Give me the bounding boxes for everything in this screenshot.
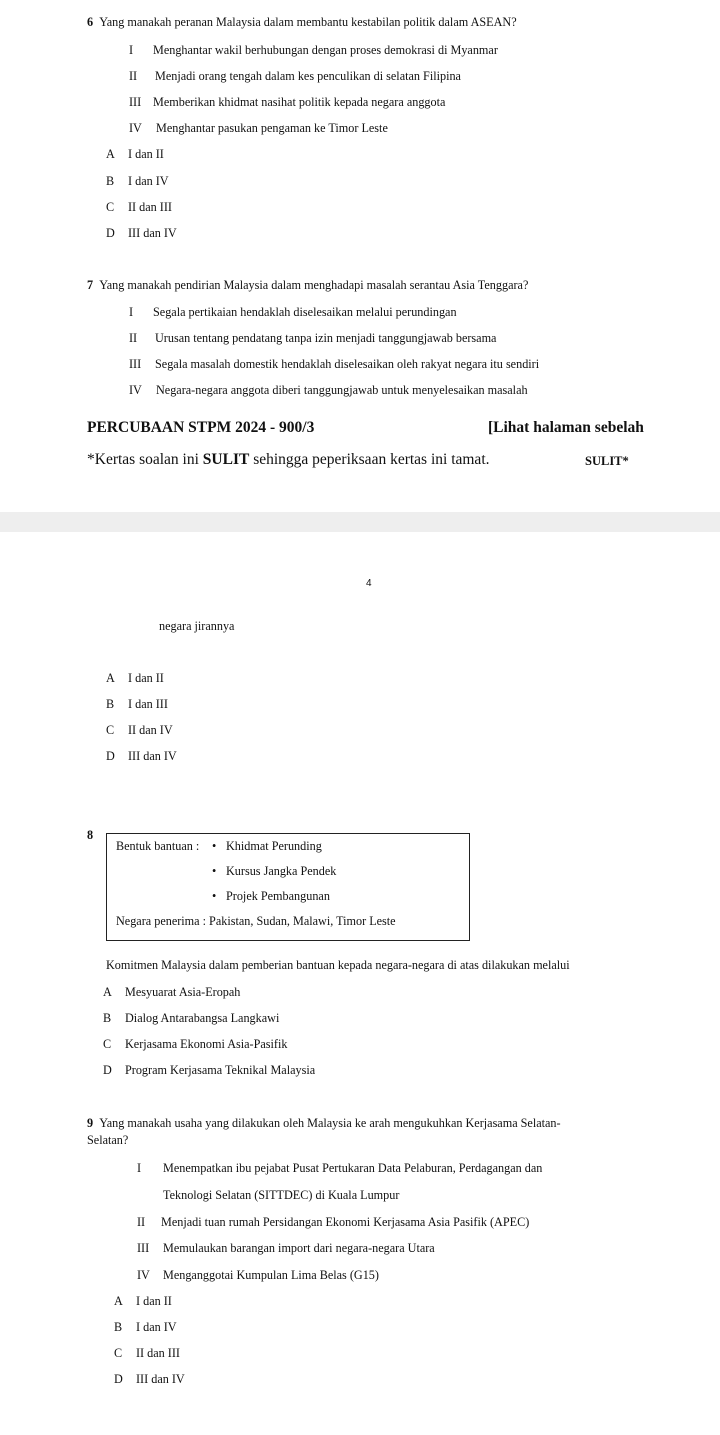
statement-i: I Menempatkan ibu pejabat Pusat Pertukaran Data Pelaburan, Perdagangan dan: [137, 1161, 543, 1175]
option-b: B Dialog Antarabangsa Langkawi: [103, 1011, 280, 1025]
question-8-stem: Komitmen Malaysia dalam pemberian bantuan kepada negara-negara di atas dilakukan melalui: [106, 958, 570, 972]
question-number: 8: [87, 828, 94, 842]
turn-over-note: [Lihat halaman sebelah: [488, 419, 644, 436]
option-a: A I dan II: [106, 671, 164, 685]
aid-label: Bentuk bantuan :: [116, 839, 200, 853]
question-9-stem-cont: Selatan?: [87, 1133, 129, 1147]
statement-ii: II Menjadi orang tengah dalam kes penculikan di selatan Filipina: [129, 69, 461, 83]
option-c: C II dan III: [114, 1346, 180, 1360]
option-d: D III dan IV: [106, 749, 177, 763]
aid-item: • Khidmat Perunding: [212, 839, 322, 853]
statement-continuation: negara jirannya: [159, 619, 235, 633]
statement-ii: II Menjadi tuan rumah Persidangan Ekonomi Kerjasama Asia Pasifik (APEC): [137, 1215, 530, 1229]
aid-item: • Kursus Jangka Pendek: [212, 864, 337, 878]
statement-iv: IV Menganggotai Kumpulan Lima Belas (G15): [137, 1268, 379, 1282]
option-c: C II dan III: [106, 200, 172, 214]
option-a: A Mesyuarat Asia-Eropah: [103, 985, 241, 999]
option-a: A I dan II: [114, 1294, 172, 1308]
statement-iii: III Memulaukan barangan import dari negara-negara Utara: [137, 1241, 435, 1255]
question-9-stem: 9 Yang manakah usaha yang dilakukan oleh Malaysia ke arah mengukuhkan Kerjasama Selatan-: [87, 1116, 561, 1130]
option-b: B I dan IV: [114, 1320, 177, 1334]
option-b: B I dan III: [106, 697, 168, 711]
option-d: D Program Kerjasama Teknikal Malaysia: [103, 1063, 316, 1077]
statement-i: I Segala pertikaian hendaklah diselesaikan melalui perundingan: [129, 305, 457, 319]
option-c: C II dan IV: [106, 723, 173, 737]
question-number: 7: [87, 278, 94, 292]
option-b: B I dan IV: [106, 174, 169, 188]
page-separator: [0, 512, 720, 532]
option-d: D III dan IV: [114, 1372, 185, 1386]
question-number: 9: [87, 1116, 94, 1130]
aid-item: • Projek Pembangunan: [212, 889, 330, 903]
statement-i: I Menghantar wakil berhubungan dengan proses demokrasi di Myanmar: [129, 43, 498, 57]
exam-title: PERCUBAAN STPM 2024 - 900/3: [87, 419, 315, 436]
option-a: A I dan II: [106, 147, 164, 161]
statement-iii: III Memberikan khidmat nasihat politik kepada negara anggota: [129, 95, 446, 109]
option-d: D III dan IV: [106, 226, 177, 240]
question-number: 6: [87, 15, 94, 29]
confidential-note: *Kertas soalan ini SULIT sehingga peperiksaan kertas ini tamat.: [87, 451, 490, 468]
sulit-tag: SULIT*: [585, 454, 629, 468]
statement-iv: IV Negara-negara anggota diberi tanggungjawab untuk menyelesaikan masalah: [129, 383, 528, 397]
statement-ii: II Urusan tentang pendatang tanpa izin menjadi tanggungjawab bersama: [129, 331, 497, 345]
question-6-stem: 6 Yang manakah peranan Malaysia dalam membantu kestabilan politik dalam ASEAN?: [87, 15, 517, 29]
statement-iv: IV Menghantar pasukan pengaman ke Timor Leste: [129, 121, 388, 135]
statement-iii: III Segala masalah domestik hendaklah diselesaikan oleh rakyat negara itu sendiri: [129, 357, 540, 371]
statement-i-cont: Teknologi Selatan (SITTDEC) di Kuala Lumpur: [163, 1188, 400, 1202]
recipient-countries: Negara penerima : Pakistan, Sudan, Malawi, Timor Leste: [116, 914, 396, 928]
option-c: C Kerjasama Ekonomi Asia-Pasifik: [103, 1037, 288, 1051]
question-7-stem: 7 Yang manakah pendirian Malaysia dalam menghadapi masalah serantau Asia Tenggara?: [87, 278, 529, 292]
page-number: 4: [366, 578, 372, 589]
